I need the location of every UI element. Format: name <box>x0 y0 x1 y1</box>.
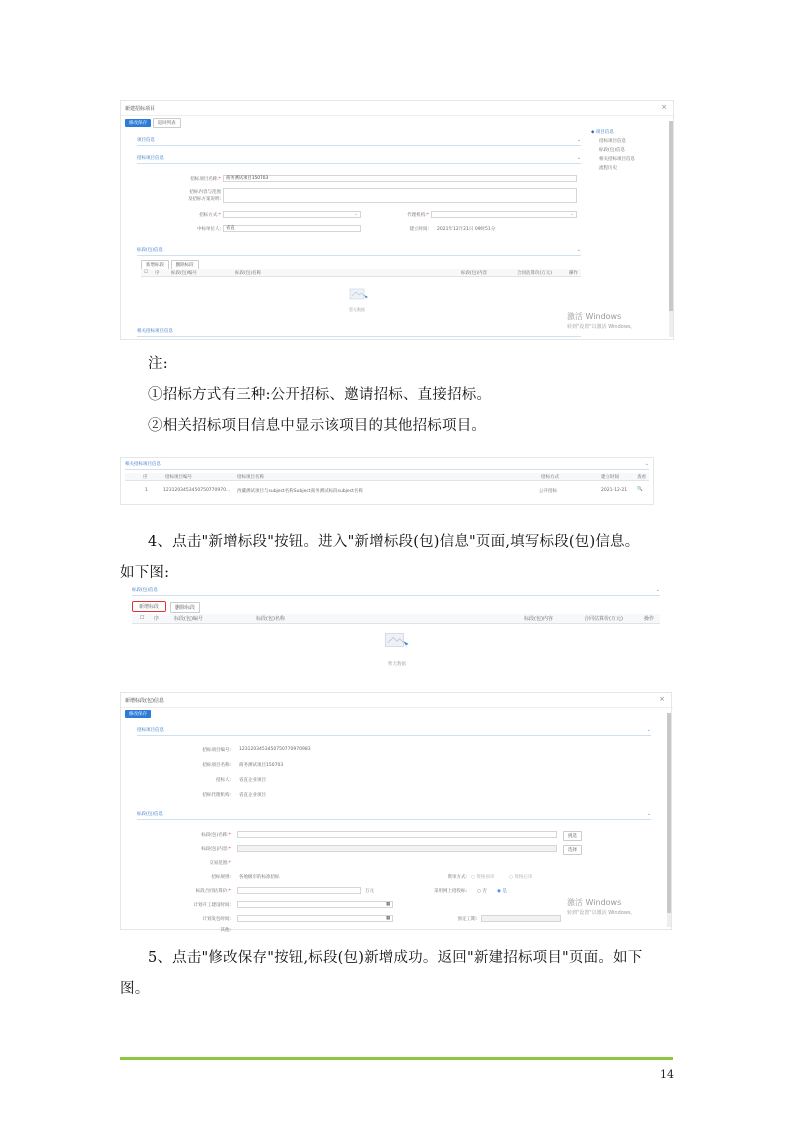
field-label-scope: 交易范围:* <box>209 861 231 866</box>
field-label-amount: 标段合同估算价:* <box>195 889 231 894</box>
view-icon[interactable]: 🔍 <box>637 487 643 492</box>
empty-data-icon <box>384 631 410 649</box>
time-value: 2021年12月21日 09时51分 <box>437 227 496 232</box>
package-content-input[interactable] <box>237 845 557 852</box>
related-table-header <box>125 473 649 481</box>
field-label-package-content: 标段(包)内容:* <box>201 847 231 852</box>
checkbox[interactable]: ☐ <box>144 270 149 275</box>
col-content: 标段(包)内容 <box>524 616 553 622</box>
step5-line2: 图。 <box>120 981 150 997</box>
col-index: 序 <box>143 475 148 480</box>
section-title: 相关招标项目信息 <box>137 329 173 334</box>
select-button[interactable]: 选择 <box>563 845 582 855</box>
chevron-down-icon[interactable]: ⌄ <box>646 727 651 733</box>
scrollbar[interactable] <box>669 121 673 337</box>
close-icon[interactable]: × <box>661 103 667 111</box>
section-tender-info[interactable] <box>137 155 581 164</box>
field-label-online: 采用网上招投标: <box>433 889 467 894</box>
info-value-code: 1231203453450750770970983 <box>239 747 311 752</box>
nav-item-history[interactable]: 流程历史 <box>599 166 617 171</box>
delete-package-button[interactable]: 删除标段 <box>170 602 200 613</box>
add-package-button[interactable]: 新增标段 <box>133 602 165 611</box>
pick-button[interactable]: 挑选 <box>563 831 582 841</box>
nav-item-related[interactable]: 相关招标项目信息 <box>599 157 635 162</box>
field-label-rule: 招标规则: <box>211 875 231 880</box>
field-label-name: 招标项目名称:* <box>190 177 221 182</box>
back-button[interactable]: 返回列表 <box>153 118 181 128</box>
field-label-agency: 代理机构:* <box>407 213 429 218</box>
empty-data-icon <box>349 287 369 301</box>
col-amount: 合同估算价(万元) <box>584 616 623 622</box>
field-label-start: 计划开工建设时间: <box>193 903 231 908</box>
section-package-info[interactable] <box>137 247 581 256</box>
section-title: 相关招标项目信息 <box>125 462 161 467</box>
col-name: 标段(包)名称 <box>235 271 262 276</box>
info-label-code: 招标项目编号: <box>202 748 231 753</box>
info-label-tenderer: 招标人: <box>215 778 231 783</box>
col-index: 序 <box>154 616 160 622</box>
nav-item-tender[interactable]: 招标项目信息 <box>599 139 626 144</box>
col-name: 标段(包)名称 <box>256 616 285 622</box>
bid-date-input[interactable] <box>237 915 393 922</box>
row-code: 1231203453450750770970... <box>163 488 231 493</box>
info-value-tenderer: 省直企业项目 <box>239 778 266 783</box>
row-name: 西藏测试项目与subject名称Subject商务测试标段subject名称 <box>237 489 363 494</box>
close-icon[interactable]: × <box>659 695 665 703</box>
highlight-box <box>132 601 166 612</box>
section-package-info[interactable] <box>132 587 660 596</box>
online-option-yes[interactable]: ◉ 是 <box>497 889 507 894</box>
info-value-name: 商务测试项目150703 <box>239 763 284 768</box>
chevron-down-icon[interactable]: ⌄ <box>646 811 651 817</box>
note-item-1: ①招标方式有三种:公开招标、邀请招标、直接招标。 <box>148 387 492 403</box>
project-name-input[interactable]: 商务测试项目150703 <box>223 175 577 182</box>
org-input[interactable]: 省直 <box>223 225 361 232</box>
section-title: 招标项目信息 <box>137 728 164 733</box>
package-name-input[interactable] <box>237 831 557 838</box>
field-label-scope-2: 及招标方案说明: <box>187 197 221 202</box>
section-tender-info[interactable] <box>137 727 651 736</box>
field-label-package-name: 标段(包)名称:* <box>201 833 231 838</box>
section-title: 招标项目信息 <box>137 156 164 161</box>
section-related-info[interactable] <box>125 461 649 470</box>
package-table-header <box>132 614 660 624</box>
field-label-bid: 计划发包时间: <box>202 917 231 922</box>
footer-line <box>120 1057 673 1060</box>
section-title: 项目信息 <box>137 138 155 143</box>
nav-item-package[interactable]: 标段(包)信息 <box>599 148 626 153</box>
info-value-agency: 省直企业项目 <box>239 793 266 798</box>
review-option-pre[interactable]: ○ 资格预审 <box>471 875 495 880</box>
start-date-input[interactable] <box>237 901 393 908</box>
period-input[interactable] <box>481 915 561 922</box>
note-item-2: ②相关招标项目信息中显示该项目的其他招标项目。 <box>148 418 487 434</box>
row-date: 2021-12-21 <box>601 488 628 493</box>
step4-line2: 如下图: <box>120 565 170 581</box>
note-label: 注: <box>148 356 168 372</box>
field-label-scope-1: 招标内容与范围 <box>189 190 221 195</box>
nav-item-project[interactable]: ◆ 项目信息 <box>591 130 614 135</box>
amount-input[interactable] <box>237 887 361 894</box>
col-amount: 合同估算价(万元) <box>517 271 553 276</box>
col-name: 招标项目名称 <box>237 475 264 480</box>
row-index: 1 <box>145 488 148 493</box>
save-button[interactable]: 修改保存 <box>125 710 151 718</box>
section-project-info[interactable] <box>137 137 581 146</box>
field-label-time: 建立时间: <box>409 227 429 232</box>
step5-line1: 5、点击"修改保存"按钮,标段(包)新增成功。返回"新建招标项目"页面。如下 <box>148 950 643 966</box>
dialog-title: 新增标段(包)信息 <box>125 698 164 704</box>
step4-line1: 4、点击"新增标段"按钮。进入"新增标段(包)信息"页面,填写标段(包)信息。 <box>148 534 640 550</box>
review-option-post[interactable]: ○ 资格后审 <box>509 875 533 880</box>
section-package-info[interactable] <box>137 811 651 820</box>
save-button[interactable]: 修改保存 <box>125 119 151 127</box>
chevron-down-icon[interactable]: ⌄ <box>655 587 660 593</box>
activation-watermark-hint: 转到"设置"以激活 Windows。 <box>567 910 636 916</box>
col-action: 操作 <box>644 616 655 622</box>
col-code: 标段(包)编号 <box>171 271 198 276</box>
activation-watermark-title: 激活 Windows <box>567 312 622 321</box>
calendar-icon[interactable]: ▦ <box>385 916 390 921</box>
col-index: 序 <box>155 271 160 276</box>
activation-watermark-title: 激活 Windows <box>567 898 622 907</box>
add-package-button[interactable]: 新增标段 <box>141 260 169 270</box>
info-label-name: 招标项目名称: <box>202 763 231 768</box>
amount-unit: 万元 <box>365 889 374 894</box>
info-label-agency: 招标代理机构: <box>202 793 231 798</box>
col-date: 建立时间 <box>601 475 619 480</box>
checkbox[interactable]: ☐ <box>140 615 145 621</box>
col-action: 操作 <box>569 271 578 276</box>
agency-select[interactable] <box>431 211 577 218</box>
screenshot-new-tender-project <box>120 100 674 340</box>
method-select[interactable] <box>223 211 361 218</box>
side-nav <box>591 129 661 174</box>
chevron-down-icon[interactable]: ⌄ <box>644 461 649 467</box>
screenshot-related-projects <box>120 457 654 505</box>
section-related-info[interactable] <box>137 328 581 337</box>
chevron-down-icon[interactable]: ⌄ <box>576 155 581 161</box>
rule-value: 各地级市的标准招标 <box>239 875 280 880</box>
field-label-period: 预定工期: <box>457 917 477 922</box>
scrollbar[interactable] <box>667 713 671 927</box>
row-method: 公开招标 <box>539 489 557 494</box>
page-number: 14 <box>660 1068 674 1081</box>
chevron-down-icon: ⌄ <box>570 212 574 217</box>
table-row <box>125 486 649 496</box>
section-title: 标段(包)信息 <box>132 588 159 593</box>
col-code: 标段(包)编号 <box>174 616 203 622</box>
calendar-icon[interactable]: ▦ <box>385 902 390 907</box>
package-table-header <box>141 269 581 277</box>
section-title: 标段(包)信息 <box>137 248 164 253</box>
section-title: 标段(包)信息 <box>137 812 164 817</box>
field-label-org: 中标单位人: <box>196 227 221 232</box>
col-content: 标段(包)内容 <box>461 271 488 276</box>
screenshot-package-section <box>120 585 664 685</box>
screenshot-add-package <box>120 692 672 933</box>
online-option-no[interactable]: ○ 否 <box>477 889 487 894</box>
dialog-title: 新建招标项目 <box>125 106 156 112</box>
col-view: 查看 <box>637 475 646 480</box>
col-code: 招标项目编号 <box>165 475 192 480</box>
empty-text: 暂无数据 <box>388 662 406 667</box>
delete-package-button[interactable]: 删除标段 <box>171 260 199 270</box>
chevron-down-icon[interactable]: ⌄ <box>576 137 581 143</box>
field-label-method: 招标方式:* <box>199 213 221 218</box>
field-label-review: 资审方式: <box>447 875 467 880</box>
chevron-down-icon: ⌄ <box>354 212 358 217</box>
field-label-other: 其他: <box>220 928 231 933</box>
activation-watermark-hint: 转到"设置"以激活 Windows。 <box>567 324 636 330</box>
empty-text: 暂无数据 <box>349 307 365 312</box>
chevron-down-icon[interactable]: ⌄ <box>576 247 581 253</box>
scope-textarea[interactable] <box>223 188 577 203</box>
col-method: 招标方式 <box>541 475 559 480</box>
